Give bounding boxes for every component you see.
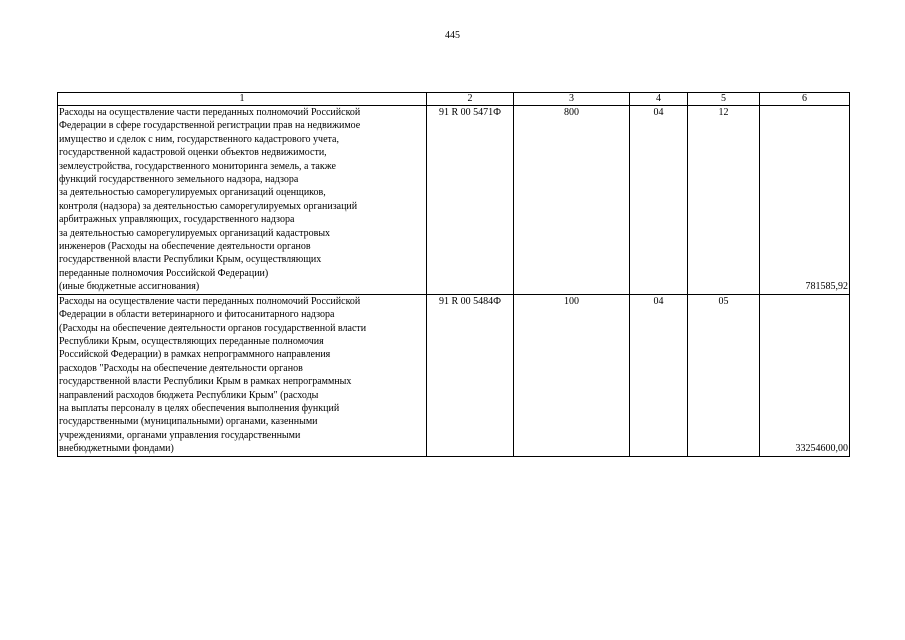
- expense-name-cell: [58, 106, 427, 295]
- expense-name-line: Федерации в сфере государственной регистрации прав на недвижимое: [59, 120, 361, 132]
- page-number: 445: [445, 30, 460, 41]
- expense-name-line: государственными (муниципальными) органами, казенными: [59, 416, 318, 428]
- subsection-cell: 12: [688, 106, 760, 295]
- expense-name-line: расходов "Расходы на обеспечение деятельности органов: [59, 362, 303, 374]
- expense-name-line: землеустройства, государственного мониторинга земель, а также: [59, 160, 336, 172]
- expense-name-line: имущество и сделок с ним, государственного кадастрового учета,: [59, 133, 339, 145]
- expense-name-line: арбитражных управляющих, государственного надзора: [59, 214, 295, 226]
- expense-name-line: за деятельностью саморегулируемых организаций кадастровых: [59, 227, 331, 239]
- expense-name-line: на выплаты персоналу в целях обеспечения выполнения функций: [59, 402, 340, 414]
- expense-name-line: Федерации в области ветеринарного и фитосанитарного надзора: [59, 309, 335, 321]
- sum-cell: 781585,92: [760, 106, 850, 295]
- header-cell-4: 4: [630, 93, 688, 106]
- expense-name-line: функций государственного земельного надзора, надзора: [59, 174, 299, 186]
- section-cell: 04: [630, 106, 688, 295]
- table-row: [58, 294, 850, 456]
- expense-name-line: (Расходы на обеспечение деятельности органов государственной власти: [59, 322, 367, 334]
- section-cell: 04: [630, 294, 688, 456]
- expense-name-line: государственной власти Республики Крым, осуществляющих: [59, 254, 322, 266]
- expense-name-line: государственной кадастровой оценки объектов недвижимости,: [59, 147, 327, 159]
- expense-name-cell: [58, 294, 427, 456]
- subsection-cell: 05: [688, 294, 760, 456]
- header-cell-2: 2: [427, 93, 514, 106]
- header-cell-5: 5: [688, 93, 760, 106]
- expense-name-line: направлений расходов бюджета Республики Крым" (расходы: [59, 389, 319, 401]
- table-row: [58, 106, 850, 295]
- expense-name-line: контроля (надзора) за деятельностью саморегулируемых организаций: [59, 200, 358, 212]
- expense-name-line: (иные бюджетные ассигнования): [59, 281, 200, 293]
- expense-name-line: за деятельностью саморегулируемых организаций оценщиков,: [59, 187, 326, 199]
- header-cell-1: 1: [58, 93, 427, 106]
- expense-name-line: государственной власти Республики Крым в рамках непрограммных: [59, 376, 352, 388]
- sum-cell: 33254600,00: [760, 294, 850, 456]
- target-code-cell: 91 R 00 5471Ф: [427, 106, 514, 295]
- expense-name-line: внебюджетными фондами): [59, 443, 174, 455]
- expense-name-line: учреждениями, органами управления государственными: [59, 429, 301, 441]
- table-header-row: [58, 93, 850, 106]
- expense-name-line: переданные полномочия Российской Федерации): [59, 267, 269, 279]
- target-code-cell: 91 R 00 5484Ф: [427, 294, 514, 456]
- expense-name-line: Расходы на осуществление части переданных полномочий Российской: [59, 295, 361, 307]
- header-cell-3: 3: [514, 93, 630, 106]
- expense-type-cell: 100: [514, 294, 630, 456]
- header-cell-6: 6: [760, 93, 850, 106]
- expense-type-cell: 800: [514, 106, 630, 295]
- expense-name-line: инженеров (Расходы на обеспечение деятельности органов: [59, 241, 311, 253]
- expense-name-line: Расходы на осуществление части переданных полномочий Российской: [59, 107, 361, 118]
- expense-name-line: Республики Крым, осуществляющих переданные полномочия: [59, 335, 324, 347]
- expense-name-line: Российской Федерации) в рамках непрограммного направления: [59, 349, 331, 361]
- budget-table: [57, 92, 850, 457]
